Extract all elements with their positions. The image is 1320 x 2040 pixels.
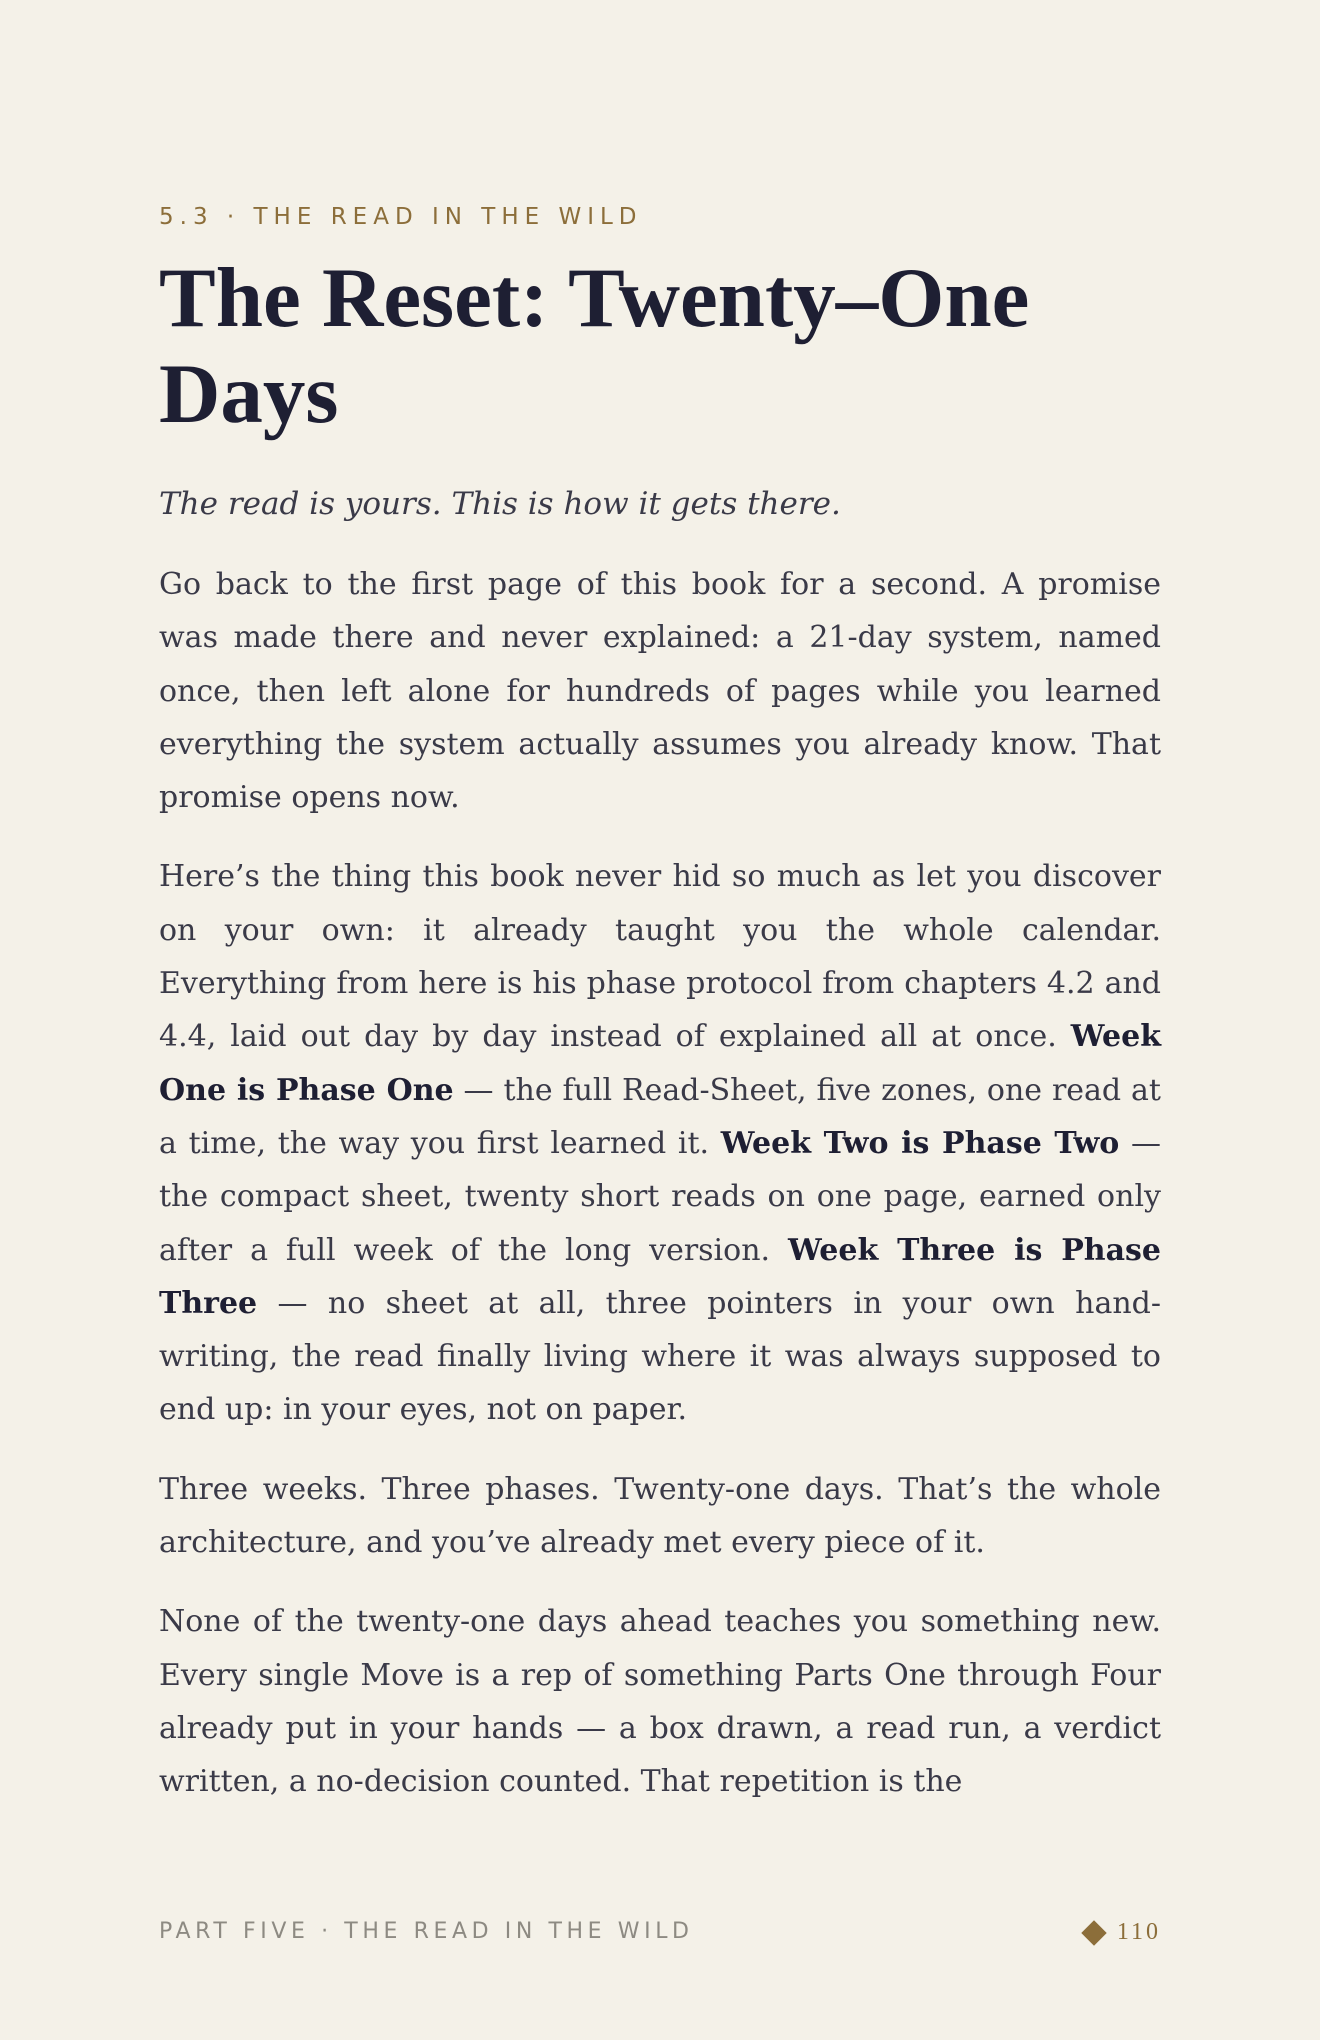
emphasis-week-one: Week One is Phase One	[159, 1019, 1161, 1108]
paragraph-text: Go back to the first page of this book for a second. A promise was made there and never explained: a 21-day system, named once, then left alone for hundreds of pages while you learned everything the system actually assumes you already know. That promise opens now.	[159, 567, 1161, 816]
paragraph	[159, 558, 1161, 824]
paragraph	[159, 1463, 1161, 1570]
diamond-icon	[1081, 1920, 1106, 1945]
paragraph-text: Here’s the thing this book never hid so much as let you discover on your own: it already taught you the whole calendar. Everything from here is his phase protocol from chapters 4.2 and 4.4, laid out day by day instead of explained all at once.	[159, 859, 1161, 1055]
body-text	[159, 558, 1161, 1809]
paragraph-text: — the compact sheet, twenty short reads on one page, earned only after a full week of the long version.	[159, 1125, 1161, 1268]
page-footer	[159, 1919, 1161, 1953]
paragraph	[159, 850, 1161, 1436]
paragraph-text: None of the twenty-one days ahead teaches you something new. Every single Move is a rep of something Parts One through Four already put in your hands — a box drawn, a read run, a verdict written, a no-decision counted. That repetition is the	[159, 1604, 1161, 1800]
section-kicker: 5.3 · THE READ IN THE WILD	[159, 204, 643, 230]
book-page	[159, 0, 1161, 2040]
paragraph-text: Three weeks. Three phases. Twenty-one days. That’s the whole architecture, and you’ve already met every piece of it.	[159, 1471, 1161, 1561]
paragraph-text: — no sheet at all, three pointers in your own hand-writing, the read finally living where it was always supposed to end up: in your eyes, not on paper.	[159, 1285, 1161, 1428]
emphasis-week-two: Week Two is Phase Two	[720, 1125, 1120, 1161]
chapter-lede: The read is yours. This is how it gets there.	[159, 486, 841, 522]
running-head: PART FIVE · THE READ IN THE WILD	[159, 1919, 694, 1944]
folio	[1085, 1919, 1161, 1946]
paragraph	[159, 1595, 1161, 1808]
page-number: 110	[1116, 1919, 1161, 1945]
emphasis-week-three: Week Three is Phase Three	[159, 1232, 1161, 1321]
chapter-title: The Reset: Twenty–One Days	[159, 251, 1030, 441]
paragraph-text: — the full Read-Sheet, five zones, one read at a time, the way you first learned it.	[159, 1072, 1161, 1161]
